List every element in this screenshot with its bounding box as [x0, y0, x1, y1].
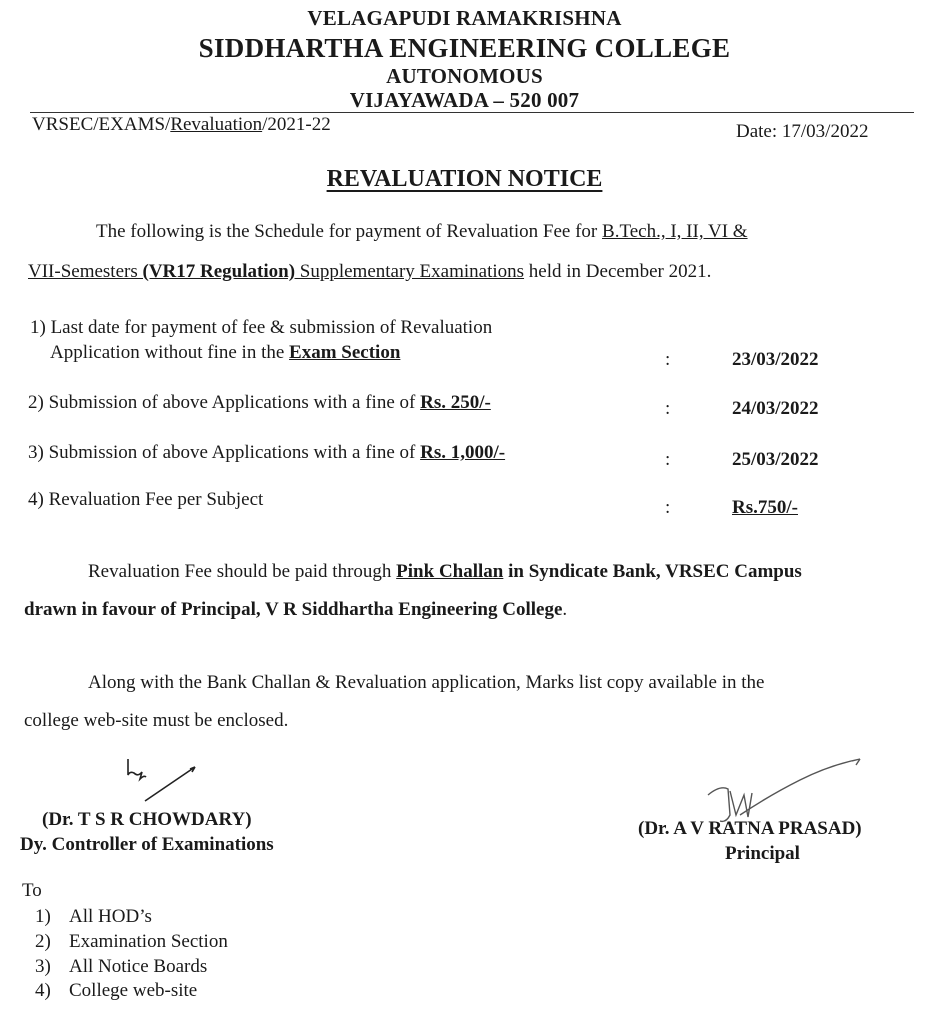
distribution-item-number: 1): [35, 906, 51, 927]
schedule-item-1-text: Application without fine in the: [50, 342, 290, 363]
distribution-item: [35, 906, 152, 928]
schedule-item-1-location: Exam Section: [289, 342, 401, 363]
intro-semesters: VII-Semesters: [28, 261, 143, 282]
payment-method: Pink Challan: [396, 561, 504, 582]
enclosure-line2: college web-site must be enclosed.: [24, 710, 289, 731]
payment-bank: in Syndicate Bank, VRSEC Campus: [503, 561, 802, 582]
distribution-item-number: 4): [35, 980, 51, 1001]
distribution-item: [35, 956, 207, 978]
intro-exam-type: Supplementary Examinations: [295, 261, 525, 282]
intro-programs: B.Tech., I, II, VI &: [602, 221, 748, 242]
distribution-item-label: All Notice Boards: [69, 956, 208, 977]
schedule-item-1-colon: :: [665, 349, 671, 370]
college-name-line2: SIDDHARTHA ENGINEERING COLLEGE: [198, 33, 731, 63]
distribution-to: To: [22, 880, 42, 901]
college-name-line1: VELAGAPUDI RAMAKRISHNA: [307, 6, 622, 30]
reference-underlined: Revaluation: [170, 114, 263, 135]
schedule-item-4-colon: :: [665, 497, 671, 518]
schedule-item-3-date: 25/03/2022: [732, 449, 819, 470]
left-signatory-role: Dy. Controller of Examinations: [20, 834, 274, 855]
schedule-item-2-fine: Rs. 250/-: [420, 392, 491, 413]
schedule-item-1-line2: [50, 342, 400, 364]
schedule-item-1-line1: 1) Last date for payment of fee & submission of Revaluation: [30, 317, 493, 338]
enclosure-paragraph: [24, 664, 906, 740]
college-status: AUTONOMOUS: [386, 64, 543, 88]
schedule-item-3: [28, 442, 505, 464]
signature-left-icon: [120, 755, 210, 815]
schedule-item-4-fee: Rs.750/-: [732, 497, 798, 518]
header-divider: [30, 112, 914, 113]
reference-number: [32, 114, 331, 136]
schedule-item-2-date: 24/03/2022: [732, 398, 819, 419]
distribution-item-label: College web-site: [69, 980, 198, 1001]
schedule-item-1-date: 23/03/2022: [732, 349, 819, 370]
schedule-item-4-text: 4) Revaluation Fee per Subject: [28, 489, 264, 510]
distribution-item-label: All HOD’s: [69, 906, 152, 927]
schedule-item-3-colon: :: [665, 449, 671, 470]
payment-text: Revaluation Fee should be paid through: [88, 561, 397, 582]
intro-paragraph: [28, 212, 908, 292]
schedule-item-2: [28, 392, 491, 414]
right-signatory-role: Principal: [725, 843, 800, 864]
reference-prefix: VRSEC/EXAMS/: [32, 114, 171, 135]
payment-end: .: [562, 599, 568, 620]
distribution-item: [35, 980, 197, 1002]
schedule-item-3-text: 3) Submission of above Applications with a fine of: [28, 442, 421, 463]
distribution-item-label: Examination Section: [69, 931, 228, 952]
college-address: VIJAYAWADA – 520 007: [349, 88, 580, 112]
payment-paragraph: [24, 553, 906, 629]
schedule-item-2-colon: :: [665, 398, 671, 419]
left-signatory-name: (Dr. T S R CHOWDARY): [42, 809, 252, 830]
schedule-item-2-text: 2) Submission of above Applications with a fine of: [28, 392, 421, 413]
notice-title: REVALUATION NOTICE: [326, 166, 603, 192]
payment-favour: drawn in favour of Principal, V R Siddhartha Engineering College: [24, 599, 563, 620]
title-wrap: [0, 166, 929, 193]
intro-text: The following is the Schedule for payment of Revaluation Fee for: [96, 221, 603, 242]
right-signatory-name: (Dr. A V RATNA PRASAD): [638, 818, 862, 839]
distribution-item-number: 3): [35, 956, 51, 977]
intro-regulation: (VR17 Regulation): [142, 261, 296, 282]
reference-suffix: /2021-22: [262, 114, 331, 135]
notice-date: Date: 17/03/2022: [736, 121, 869, 142]
distribution-item: [35, 931, 228, 953]
intro-held: held in December 2021.: [524, 261, 712, 282]
enclosure-line1: Along with the Bank Challan & Revaluation application, Marks list copy available in the: [88, 672, 765, 693]
schedule-item-3-fine: Rs. 1,000/-: [420, 442, 506, 463]
distribution-item-number: 2): [35, 931, 51, 952]
